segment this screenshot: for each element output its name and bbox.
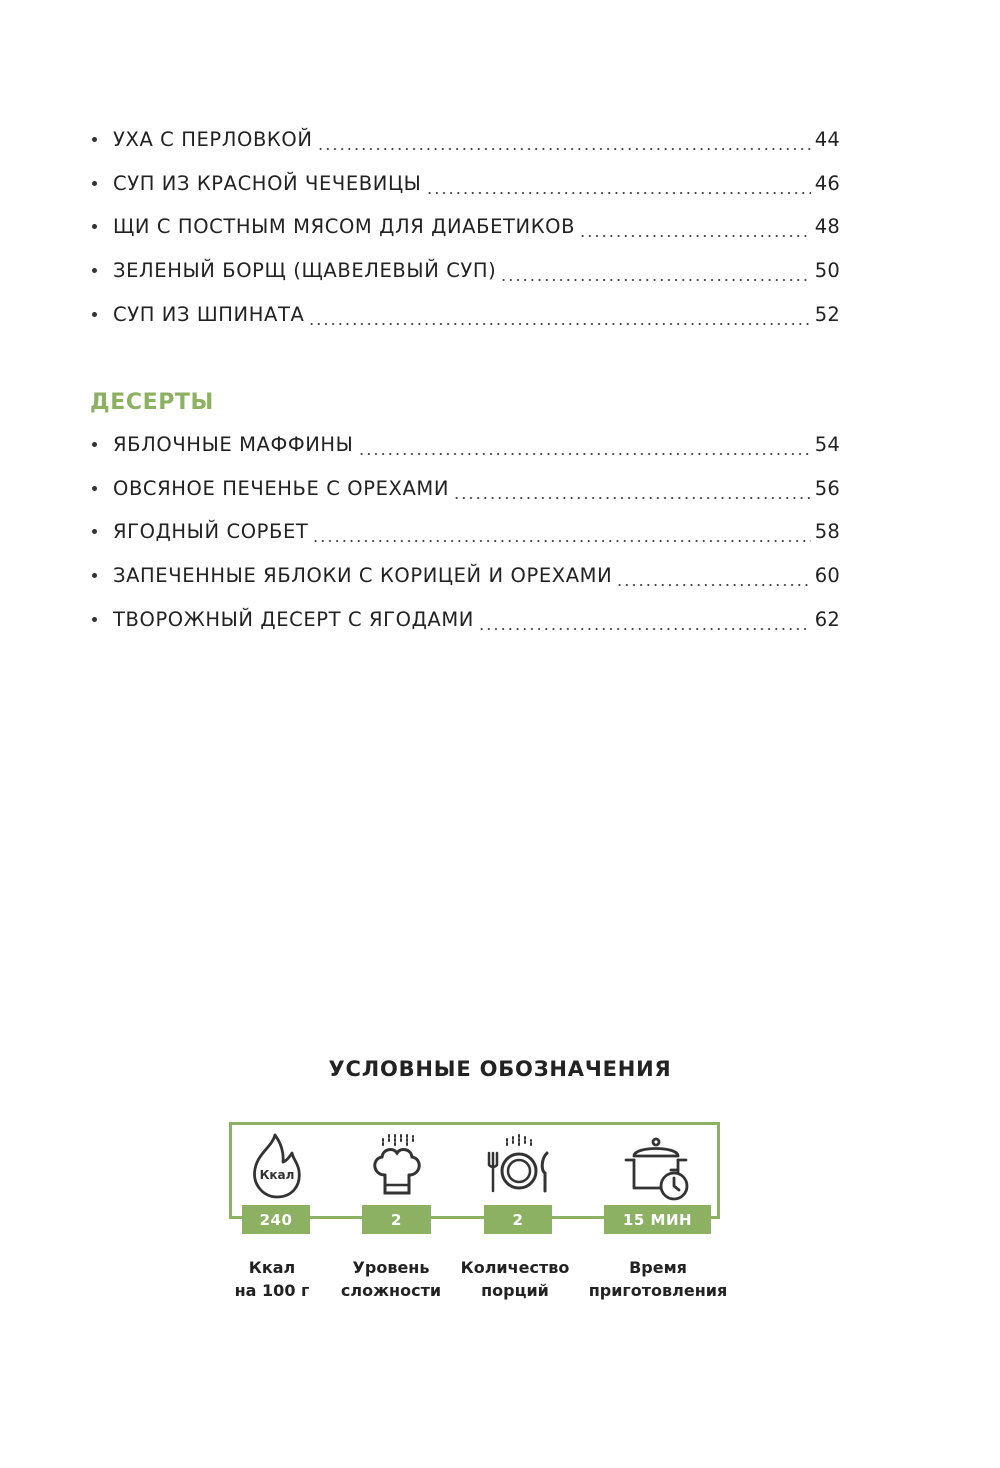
toc-page-number: 54 (814, 433, 840, 456)
toc-title: ЯБЛОЧНЫЕ МАФФИНЫ (113, 433, 354, 456)
dot-leader (426, 192, 811, 194)
caption-line: на 100 г (234, 1281, 310, 1300)
bullet-icon (92, 617, 97, 622)
caption-line: приготовления (588, 1281, 728, 1300)
dot-leader (478, 628, 811, 630)
toc-title: СУП ИЗ КРАСНОЙ ЧЕЧЕВИЦЫ (113, 172, 422, 195)
toc-page-number: 50 (814, 259, 840, 282)
bullet-icon (92, 268, 97, 273)
servings-caption (435, 1256, 595, 1302)
chef-hat-icon (367, 1131, 427, 1199)
bullet-icon (92, 442, 97, 447)
kcal-value-badge: 240 (242, 1205, 310, 1234)
toc-title: СУП ИЗ ШПИНАТА (113, 303, 305, 326)
toc-title: ТВОРОЖНЫЙ ДЕСЕРТ С ЯГОДАМИ (113, 608, 474, 631)
toc-page-number: 44 (814, 128, 840, 151)
dot-leader (579, 235, 811, 237)
dot-leader (312, 540, 810, 542)
toc-page-number: 46 (814, 172, 840, 195)
dot-leader (317, 148, 811, 150)
caption-line: порций (481, 1281, 549, 1300)
caption-line: Ккал (248, 1258, 296, 1277)
caption-line: сложности (340, 1281, 442, 1300)
caption-line: Время (629, 1258, 687, 1277)
toc-item[interactable] (110, 303, 840, 333)
dot-leader (500, 279, 810, 281)
pot-timer-icon (622, 1134, 694, 1204)
bullet-icon (92, 312, 97, 317)
toc-title: ЗАПЕЧЕННЫЕ ЯБЛОКИ С КОРИЦЕЙ И ОРЕХАМИ (113, 564, 613, 587)
bullet-icon (92, 529, 97, 534)
kcal-icon-label: Ккал (259, 1168, 295, 1182)
toc-item[interactable] (110, 608, 840, 638)
bullet-icon (92, 573, 97, 578)
toc-title: УХА С ПЕРЛОВКОЙ (113, 128, 313, 151)
toc-item[interactable] (110, 520, 840, 550)
section-heading-desserts: ДЕСЕРТЫ (90, 390, 214, 415)
difficulty-value-badge: 2 (362, 1205, 431, 1234)
servings-value-badge: 2 (484, 1205, 552, 1234)
bullet-icon (92, 181, 97, 186)
toc-item[interactable] (110, 564, 840, 594)
dot-leader (358, 453, 811, 455)
caption-line: Уровень (352, 1258, 430, 1277)
toc-title: ЗЕЛЕНЫЙ БОРЩ (ЩАВЕЛЕВЫЙ СУП) (113, 259, 497, 282)
toc-title: ОВСЯНОЕ ПЕЧЕНЬЕ С ОРЕХАМИ (113, 477, 450, 500)
toc-page-number: 52 (814, 303, 840, 326)
cook-time-caption (578, 1256, 738, 1302)
toc-page-number: 56 (814, 477, 840, 500)
bullet-icon (92, 486, 97, 491)
toc-item[interactable] (110, 259, 840, 289)
legend-title: УСЛОВНЫЕ ОБОЗНАЧЕНИЯ (328, 1057, 672, 1081)
caption-line: Количество (460, 1258, 570, 1277)
bullet-icon (92, 224, 97, 229)
toc-page-number: 48 (814, 215, 840, 238)
toc-item[interactable] (110, 215, 840, 245)
cook-time-value-badge: 15 МИН (604, 1205, 711, 1234)
toc-item[interactable] (110, 433, 840, 463)
toc-item[interactable] (110, 128, 840, 158)
toc-page-number: 60 (814, 564, 840, 587)
toc-page-number: 58 (814, 520, 840, 543)
dot-leader (308, 323, 810, 325)
toc-title: ЩИ С ПОСТНЫМ МЯСОМ ДЛЯ ДИАБЕТИКОВ (113, 215, 576, 238)
toc-item[interactable] (110, 172, 840, 202)
dot-leader (453, 497, 811, 499)
dot-leader (616, 584, 811, 586)
toc-item[interactable] (110, 477, 840, 507)
toc-page-number: 62 (814, 608, 840, 631)
bullet-icon (92, 137, 97, 142)
toc-title: ЯГОДНЫЙ СОРБЕТ (113, 520, 309, 543)
plate-cutlery-icon (483, 1131, 553, 1197)
flame-icon (244, 1131, 306, 1201)
